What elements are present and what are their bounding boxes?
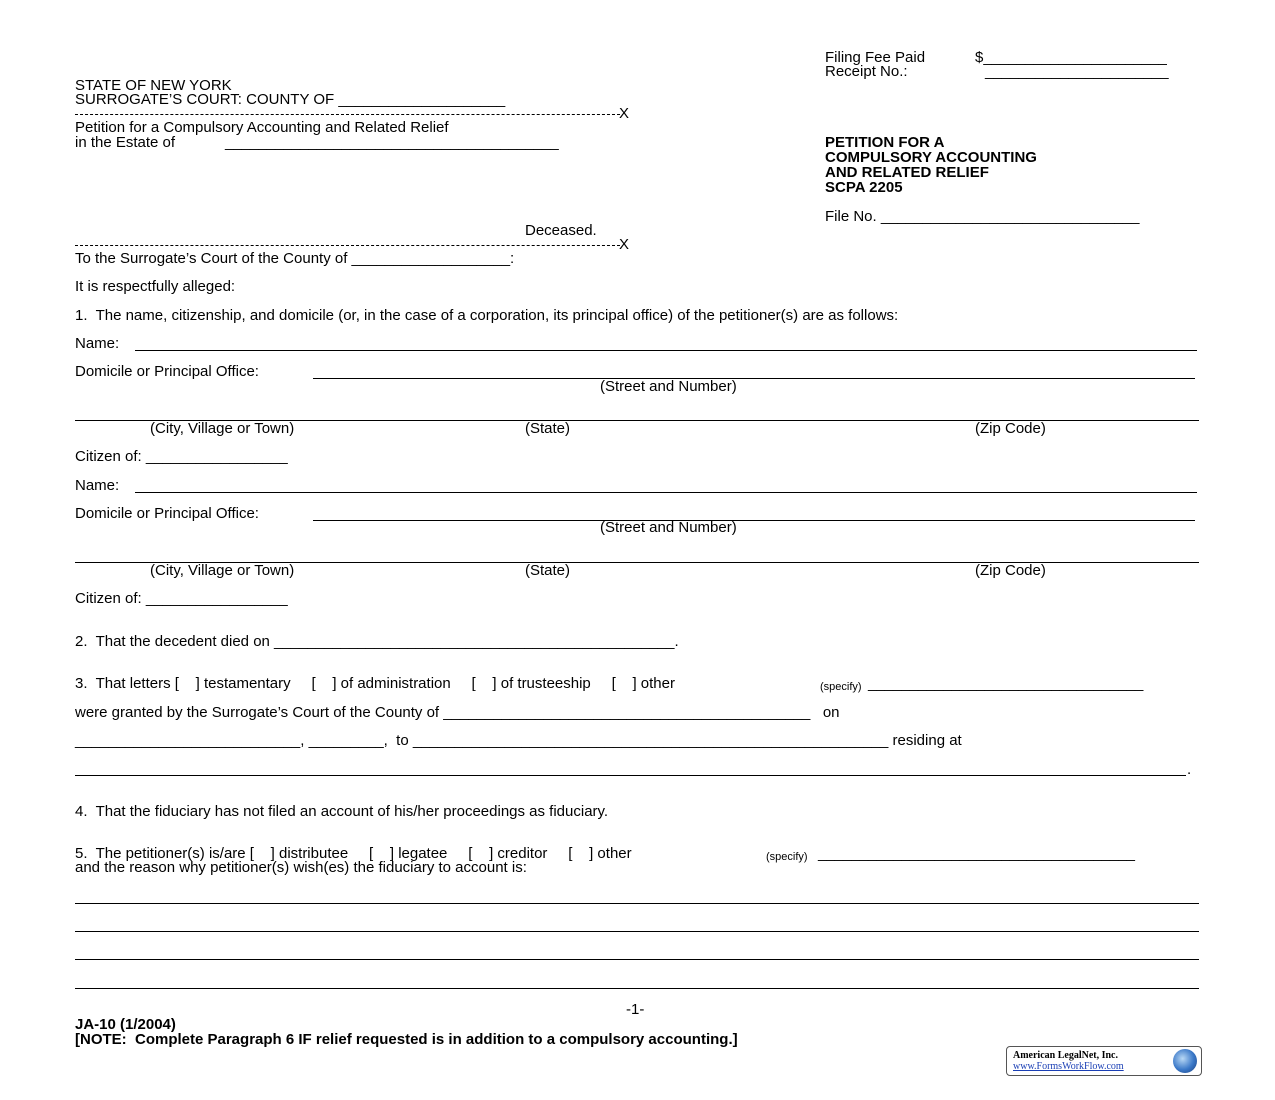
caption-line-1: Petition for a Compulsory Accounting and Related Relief — [75, 119, 449, 136]
zip-caption-1: (Zip Code) — [975, 420, 1046, 437]
paragraph-4: 4. That the fiduciary has not filed an account of his/her proceedings as fiduciary. — [75, 803, 609, 820]
name-field-2[interactable] — [135, 492, 1197, 493]
deceased-label: Deceased. — [525, 222, 597, 239]
paragraph-3-letters[interactable]: 3. That letters [ ] testamentary [ ] of administration [ ] of trusteeship [ ] other — [75, 675, 675, 692]
caption-divider-bottom — [75, 245, 620, 246]
caption-x-top: X — [619, 105, 630, 122]
receipt-label: Receipt No.: — [825, 63, 908, 80]
citizen-field-1[interactable]: Citizen of: _________________ — [75, 448, 288, 465]
name-label-1: Name: — [75, 335, 120, 352]
reason-line-3[interactable] — [75, 959, 1199, 960]
title-line-1: PETITION FOR A — [825, 134, 945, 151]
title-line-3: AND RELATED RELIEF — [825, 164, 989, 181]
name-field-1[interactable] — [135, 350, 1197, 351]
caption-divider-top — [75, 114, 620, 115]
citizen-field-2[interactable]: Citizen of: _________________ — [75, 590, 288, 607]
name-label-2: Name: — [75, 477, 120, 494]
street-field-2[interactable] — [313, 520, 1195, 521]
specify-note-5: (specify) — [766, 851, 808, 863]
paragraph-2[interactable]: 2. That the decedent died on ________________________________________________. — [75, 633, 679, 650]
street-field-1[interactable] — [313, 378, 1195, 379]
status-other-field[interactable]: ______________________________________ — [818, 845, 1136, 862]
state-caption-1: (State) — [525, 420, 571, 437]
reason-line-4[interactable] — [75, 988, 1199, 989]
reason-line-1[interactable] — [75, 903, 1199, 904]
city-caption-2: (City, Village or Town) — [150, 562, 295, 579]
caption-x-bottom: X — [619, 236, 630, 253]
paragraph-1: 1. The name, citizenship, and domicile (or, in the case of a corporation, its principal office) of the petitioner(s) are as follows: — [75, 307, 899, 324]
estate-name-field[interactable]: ________________________________________ — [225, 134, 559, 151]
paragraph-3-granted[interactable]: were granted by the Surrogate’s Court of the County of ____________________________________________ on — [75, 704, 840, 721]
title-line-4: SCPA 2205 — [825, 179, 903, 196]
globe-icon — [1173, 1049, 1197, 1073]
street-caption-1: (Street and Number) — [600, 378, 737, 395]
alleged-line: It is respectfully alleged: — [75, 278, 236, 295]
city-caption-1: (City, Village or Town) — [150, 420, 295, 437]
residing-at-field[interactable] — [75, 775, 1186, 776]
american-legalnet-logo[interactable] — [1006, 1046, 1202, 1076]
court-heading: SURROGATE’S COURT: COUNTY OF ____________________ — [75, 91, 506, 108]
paragraph-3-date-to[interactable]: ___________________________, _________, to _________________________________________________________ residing at — [75, 732, 962, 749]
footer-note: [NOTE: Complete Paragraph 6 IF relief requested is in addition to a compulsory accounting.] — [75, 1031, 738, 1048]
domicile-label-2: Domicile or Principal Office: — [75, 505, 259, 522]
state-heading: STATE OF NEW YORK — [75, 77, 232, 94]
page-number: -1- — [626, 1001, 645, 1018]
logo-company-name: American LegalNet, Inc. — [1013, 1050, 1118, 1061]
street-caption-2: (Street and Number) — [600, 519, 737, 536]
state-caption-2: (State) — [525, 562, 571, 579]
receipt-field[interactable]: ______________________ — [985, 63, 1169, 80]
filing-fee-label: Filing Fee Paid — [825, 49, 926, 66]
logo-url-link[interactable]: www.FormsWorkFlow.com — [1013, 1061, 1124, 1072]
letters-other-field[interactable]: _________________________________ — [868, 675, 1144, 692]
to-court-line[interactable]: To the Surrogate’s Court of the County of ___________________: — [75, 250, 515, 267]
title-line-2: COMPULSORY ACCOUNTING — [825, 149, 1037, 166]
paragraph-5-status[interactable]: 5. The petitioner(s) is/are [ ] distributee [ ] legatee [ ] creditor [ ] other — [75, 845, 632, 862]
residing-period: . — [1187, 761, 1192, 778]
file-number-field[interactable]: File No. _______________________________ — [825, 208, 1140, 225]
filing-fee-field[interactable]: $______________________ — [975, 49, 1167, 66]
domicile-label-1: Domicile or Principal Office: — [75, 363, 259, 380]
zip-caption-2: (Zip Code) — [975, 562, 1046, 579]
reason-line-2[interactable] — [75, 931, 1199, 932]
caption-line-2: in the Estate of — [75, 134, 176, 151]
form-id: JA-10 (1/2004) — [75, 1016, 176, 1033]
paragraph-5-reason: and the reason why petitioner(s) wish(es) the fiduciary to account is: — [75, 859, 527, 876]
specify-note-3: (specify) — [820, 681, 862, 693]
